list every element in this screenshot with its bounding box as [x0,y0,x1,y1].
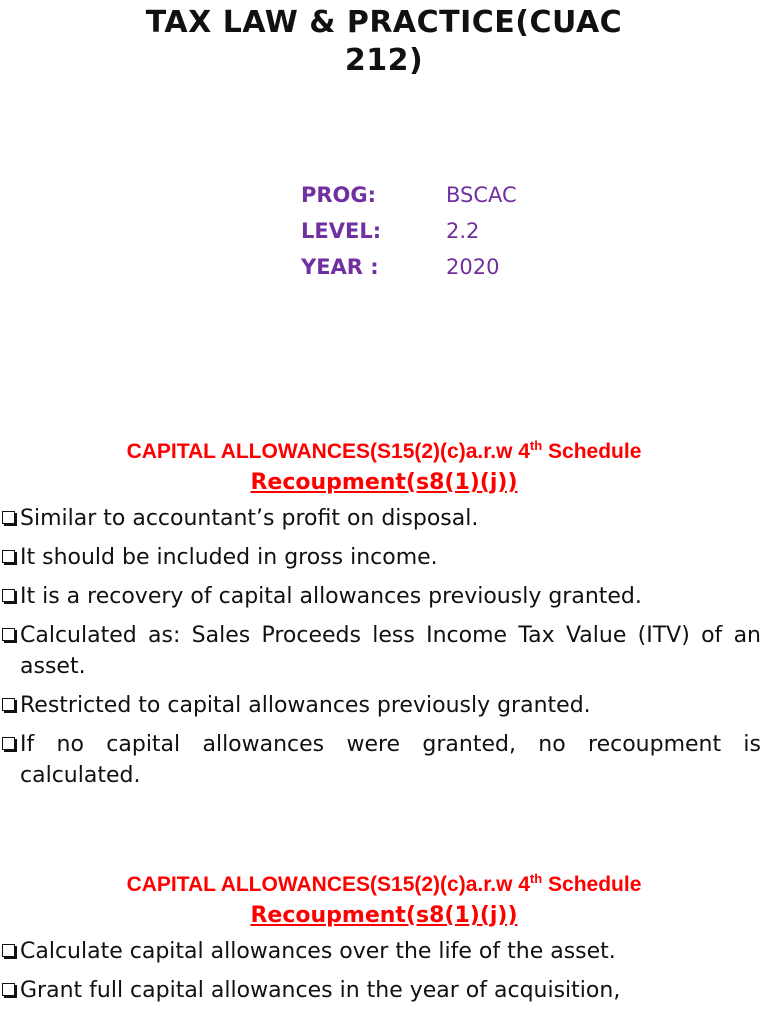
bullet-text: It should be included in gross income. [20,545,438,570]
checkbox-bullet-icon [2,944,15,957]
list-item [0,581,768,612]
section-heading [0,871,768,899]
meta-key: YEAR : [301,255,379,279]
list-item [0,729,768,791]
checkbox-bullet-icon [2,628,15,641]
bullet-text: If no capital allowances were granted, no recoupment is calculated. [20,732,761,788]
list-item [0,690,768,721]
list-item [0,620,768,682]
checkbox-bullet-icon [2,698,15,711]
section-heading-superscript: th [529,438,543,453]
checkbox-bullet-icon [2,737,15,750]
section-heading-tail: Schedule [542,440,642,463]
bullet-text: Similar to accountant’s profit on disposal. [20,506,479,531]
checkbox-bullet-icon [2,983,15,996]
meta-value: 2.2 [446,219,480,243]
list-item [0,975,768,1006]
meta-row-prog [301,180,517,216]
checkbox-bullet-icon [2,511,15,524]
bullet-text: Grant full capital allowances in the year of acquisition, [20,978,621,1003]
slide-section-recoupment-1 [0,438,768,799]
list-item [0,936,768,967]
meta-row-level [301,216,517,252]
course-meta [301,180,517,288]
meta-key: PROG: [301,183,377,207]
section-heading [0,438,768,466]
meta-row-year [301,252,517,288]
bullet-list [0,936,768,1006]
list-item [0,503,768,534]
section-heading-superscript: th [529,871,543,886]
bullet-text: Restricted to capital allowances previously granted. [20,693,591,718]
section-heading-text: CAPITAL ALLOWANCES(S15(2)(c)a.r.w 4 [126,873,530,896]
checkbox-bullet-icon [2,589,15,602]
section-heading-text: CAPITAL ALLOWANCES(S15(2)(c)a.r.w 4 [126,440,530,463]
bullet-text: Calculated as: Sales Proceeds less Income Tax Value (ITV) of an asset. [20,623,761,679]
page-title [0,4,768,80]
meta-value: 2020 [446,255,500,279]
meta-value: BSCAC [446,183,517,207]
bullet-text: It is a recovery of capital allowances previously granted. [20,584,642,609]
list-item [0,542,768,573]
title-line-2: 212) [344,43,424,78]
meta-key: LEVEL: [301,219,382,243]
bullet-text: Calculate capital allowances over the life of the asset. [20,939,616,964]
title-line-1: TAX LAW & PRACTICE(CUAC [145,5,623,40]
section-subheading: Recoupment(s8(1)(j)) [250,470,518,495]
section-heading-tail: Schedule [542,873,642,896]
section-subheading: Recoupment(s8(1)(j)) [250,903,518,928]
slide-section-recoupment-2 [0,871,768,1014]
bullet-list [0,503,768,791]
checkbox-bullet-icon [2,550,15,563]
